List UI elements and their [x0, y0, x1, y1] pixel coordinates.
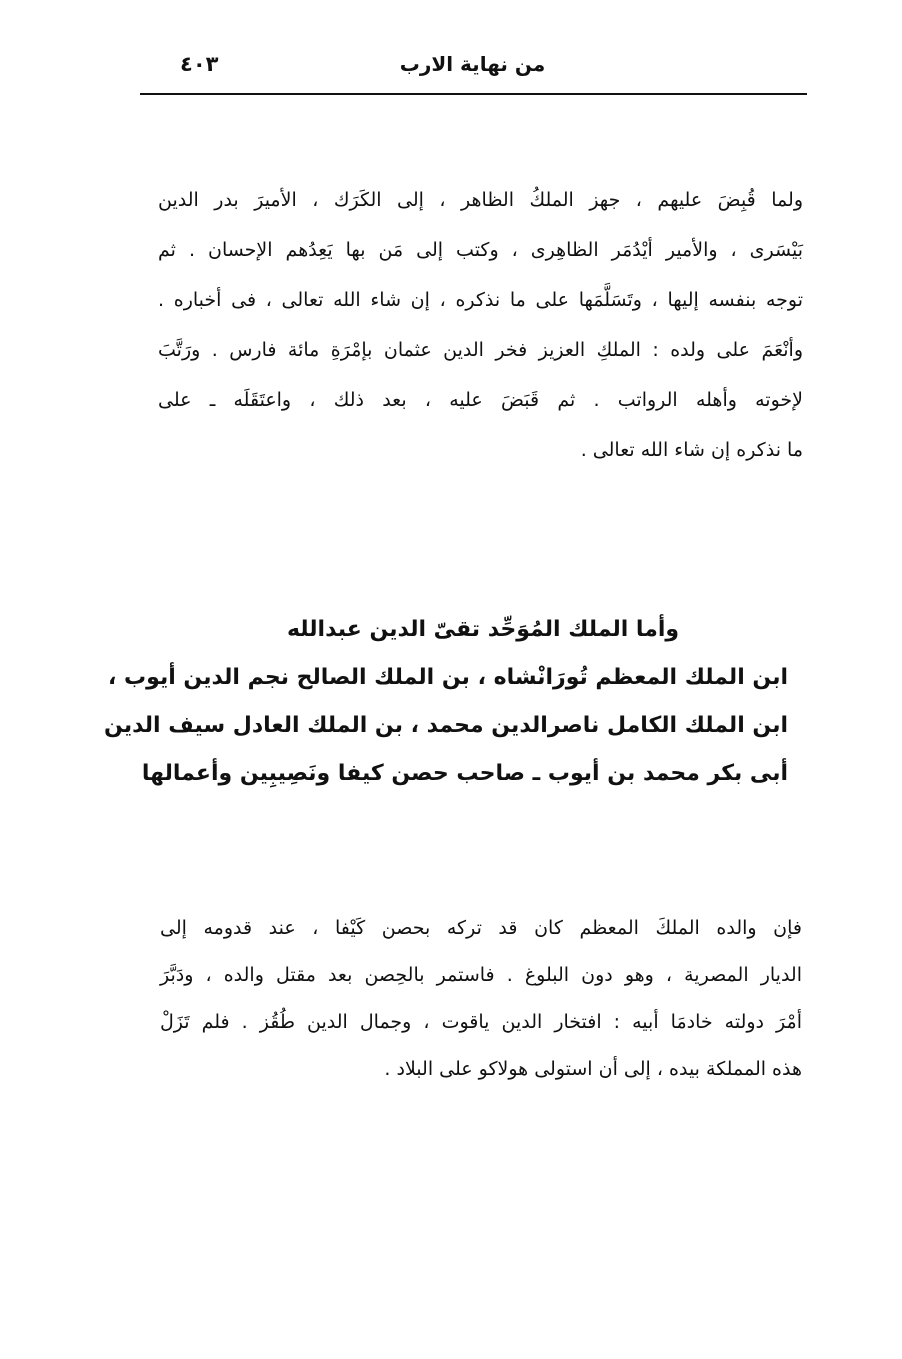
paragraph-2	[160, 905, 802, 1093]
text-line: ما نذكره إن شاء الله تعالى .	[580, 439, 803, 461]
heading-line: ابن الملك الكامل ناصرالدين محمد ، بن الملك العادل سيف الدين	[104, 713, 788, 738]
text-line: هذه المملكة بيده ، إلى أن استولى هولاكو على البلاد .	[384, 1058, 802, 1080]
text-line: فإن والده الملكَ المعظم كان قد تركه بحصن كَيْفا ، عند قدومه إلى	[160, 917, 802, 939]
page-header	[140, 52, 805, 88]
text-line: الديار المصرية ، وهو دون البلوغ . فاستمر بالحِصن بعد مقتل والده ، ودَبَّرَ	[160, 964, 802, 986]
page-number: ٤٠٣	[180, 52, 219, 76]
header-divider	[140, 93, 807, 95]
heading-line: وأما الملك المُوَحِّد تقىّ الدين عبدالله	[286, 617, 680, 642]
text-line: ولما قُبِضَ عليهم ، جهز الملكُ الظاهر ، إلى الكَرَك ، الأميرَ بدر الدين	[158, 189, 803, 211]
paragraph-1	[158, 175, 803, 475]
text-line: وأنْعَمَ على ولده : الملكِ العزيز فخر الدين عثمان بإمْرَةِ مائة فارس . ورَتَّبَ	[158, 339, 803, 361]
heading-line: أبى بكر محمد بن أيوب ـ صاحب حصن كيفا ونَصِيبِين وأعمالها	[141, 761, 788, 786]
text-line: أمْرَ دولته خادمَا أبيه : افتخار الدين ياقوت ، وجمال الدين طُقُز . فلم تَزَلْ	[160, 1011, 802, 1033]
text-line: بَيْسَرى ، والأمير أيْدُمَر الظاهِرى ، وكتب إلى مَن بها يَعِدُهم الإحسان . ثم	[158, 239, 803, 261]
text-line: لإخوته وأهله الرواتب . ثم قَبَضَ عليه ، بعد ذلك ، واعتَقَلَه ـ على	[158, 389, 803, 411]
running-title: من نهاية الارب	[399, 52, 546, 76]
text-line: توجه بنفسه إليها ، وتَسَلَّمَها على ما نذكره ، إن شاء الله تعالى ، فى أخباره .	[158, 289, 803, 311]
section-heading	[104, 606, 788, 798]
heading-line: ابن الملك المعظم تُورَانْشاه ، بن الملك الصالح نجم الدين أيوب ،	[108, 665, 788, 690]
